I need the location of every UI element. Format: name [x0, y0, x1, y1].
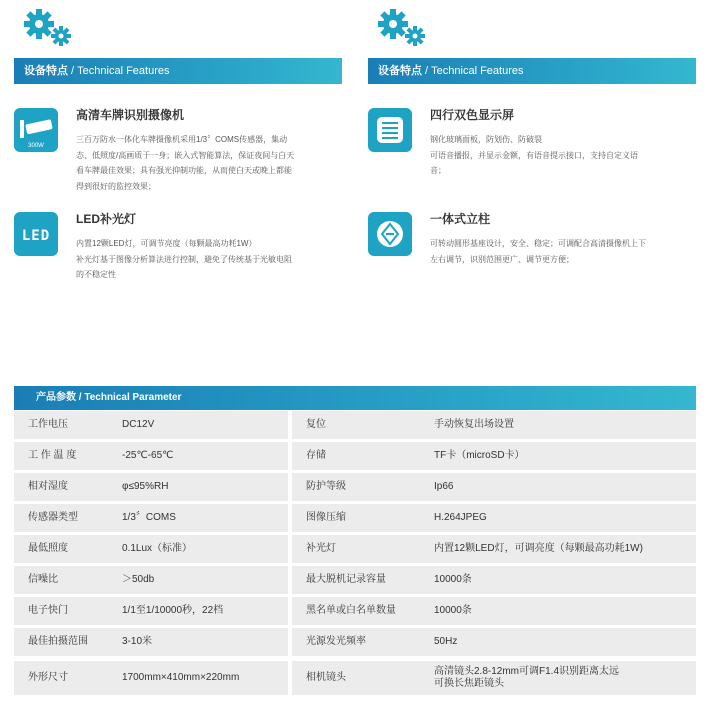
- param-key: 外形尺寸: [28, 672, 68, 683]
- param-row: [292, 566, 696, 594]
- param-row: [14, 535, 288, 563]
- param-value: 内置12颗LED灯，可调亮度（每颗最高功耗1W): [434, 543, 643, 554]
- param-key: 传感器类型: [28, 512, 78, 523]
- param-key: 相对湿度: [28, 481, 68, 492]
- param-row: [292, 473, 696, 501]
- param-value: 1/3〞COMS: [122, 512, 176, 523]
- param-key: 防护等级: [306, 481, 346, 492]
- param-value: 0.1Lux（标准）: [122, 543, 193, 554]
- param-value: Ip66: [434, 481, 454, 492]
- param-value: 10000条: [434, 574, 472, 585]
- param-row: [292, 411, 696, 439]
- feature-title: LED补光灯: [76, 212, 137, 226]
- feature-title: 一体式立柱: [430, 212, 491, 226]
- param-key: 最佳拍摄范围: [28, 636, 88, 647]
- gears-icon: [376, 8, 428, 48]
- param-key: 最低照度: [28, 543, 68, 554]
- feature-desc: 内置12颗LED灯，可调节亮度（每颗最高功耗1W） 补光灯基于图像分析算法进行控制，避免了传统基于光敏电阻的不稳定性: [76, 239, 292, 279]
- header-en: Technical Features: [431, 65, 524, 77]
- param-key: 光源发光频率: [306, 636, 366, 647]
- param-key: 黑名单或白名单数量: [306, 605, 396, 616]
- param-key: 最大脱机记录容量: [306, 574, 386, 585]
- param-value: 10000条: [434, 605, 472, 616]
- feature-title: 四行双色显示屏: [430, 108, 515, 122]
- display-screen-icon: [368, 108, 412, 152]
- param-value: ＞50db: [122, 574, 155, 585]
- param-value: 高清镜头2.8-12mm可调F1.4识别距离太远 可换长焦距镜头: [434, 666, 620, 689]
- pillar-rotate-icon: [368, 212, 412, 256]
- svg-text:300W: 300W: [28, 143, 44, 149]
- param-key: 工作电压: [28, 419, 68, 430]
- header-en: Technical Parameter: [84, 392, 182, 403]
- feature-title: 高清车牌识别摄像机: [76, 108, 185, 122]
- param-row: [292, 535, 696, 563]
- param-row: [14, 566, 288, 594]
- header-cn: 产品参数: [36, 392, 76, 403]
- param-key: 相机镜头: [306, 672, 346, 683]
- header-en: Technical Features: [77, 65, 170, 77]
- param-value: DC12V: [122, 419, 155, 430]
- param-value: 50Hz: [434, 636, 458, 647]
- param-value: 1700mm×410mm×220mm: [122, 672, 240, 683]
- features-header-right: [368, 58, 696, 84]
- param-row: [292, 597, 696, 625]
- param-key: 复位: [306, 419, 326, 430]
- param-value: 3-10米: [122, 636, 153, 647]
- param-key: 图像压缩: [306, 512, 346, 523]
- param-key: 信噪比: [28, 574, 58, 585]
- param-row: [14, 661, 288, 695]
- param-row: [292, 442, 696, 470]
- param-row: [14, 411, 288, 439]
- svg-text:LED: LED: [21, 228, 51, 244]
- header-sep: /: [76, 392, 85, 403]
- features-header-left: [14, 58, 342, 84]
- header-cn: 设备特点: [24, 65, 68, 77]
- led-icon: [14, 212, 58, 256]
- feature-desc: 可转动圆形基座设计，安全、稳定；可调配合高清摄像机上下左右调节，识别范围更广、调节更方便；: [430, 239, 646, 264]
- param-value: φ≤95%RH: [122, 481, 169, 492]
- feature-desc: 钢化玻璃面板，防划伤、防破裂 可语音播报，并显示金额，有语音提示接口，支持自定义语音；: [430, 135, 638, 175]
- header-sep: /: [422, 65, 432, 77]
- param-row: [14, 597, 288, 625]
- param-row: [14, 504, 288, 532]
- param-row: [292, 661, 696, 695]
- header-sep: /: [68, 65, 78, 77]
- param-key: 存储: [306, 450, 326, 461]
- header-cn: 设备特点: [378, 65, 422, 77]
- param-value: TF卡（microSD卡）: [434, 450, 525, 461]
- param-value: 1/1至1/10000秒，22档: [122, 605, 224, 616]
- param-row: [292, 504, 696, 532]
- param-row: [14, 628, 288, 656]
- camera-icon: [14, 108, 58, 152]
- param-key: 工 作 温 度: [28, 450, 77, 461]
- param-value: H.264JPEG: [434, 512, 487, 523]
- param-value: -25℃-65℃: [122, 450, 174, 461]
- param-value: 手动恢复出场设置: [434, 419, 514, 430]
- param-row: [292, 628, 696, 656]
- param-key: 电子快门: [28, 605, 68, 616]
- gears-icon: [22, 8, 74, 48]
- params-header: [14, 386, 696, 410]
- feature-desc: 三百万防水一体化车牌摄像机采用1/3〞COMS传感器，集动态、低照度/高画质于一身；嵌入式智能算法，保证夜间与白天看车牌最佳效果；具有强光抑制功能，从而使白天或晚上都能得到很好的监控效果；: [76, 135, 295, 191]
- param-key: 补光灯: [306, 543, 336, 554]
- param-row: [14, 473, 288, 501]
- param-row: [14, 442, 288, 470]
